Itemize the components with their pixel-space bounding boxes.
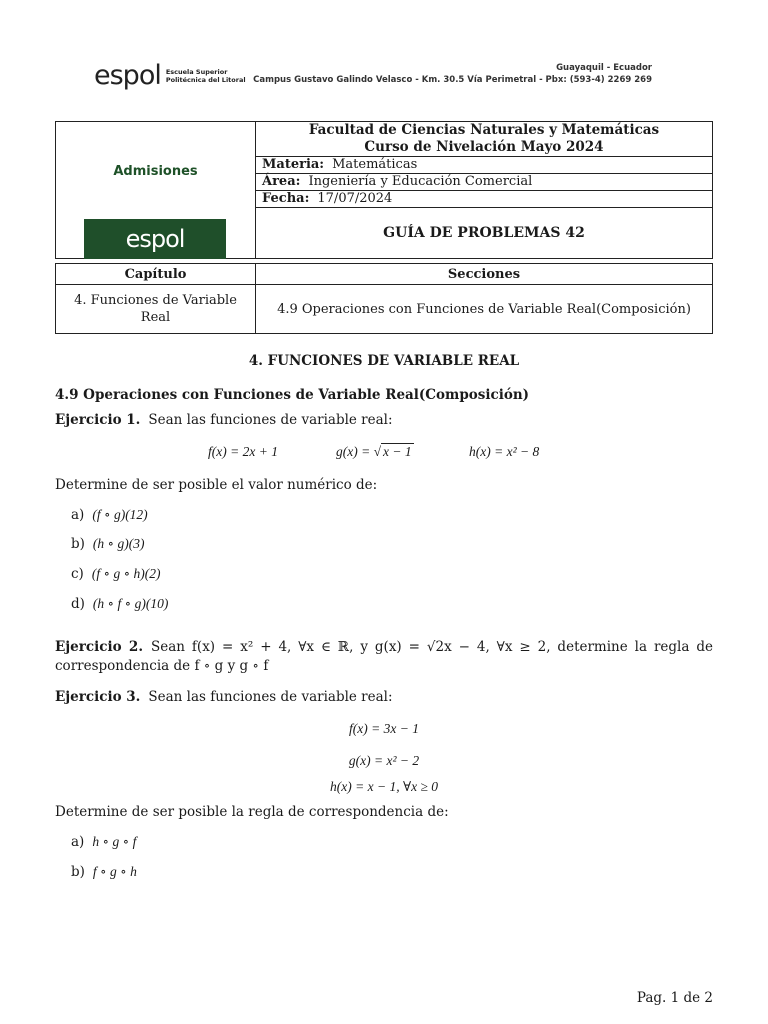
item-expr: (f ∘ g ∘ h)(2)	[91, 566, 161, 581]
admisiones-label: Admisiones	[113, 164, 198, 179]
item-label: a)	[71, 507, 85, 523]
exercise-3-intro	[55, 689, 393, 705]
exercise-2-label: Ejercicio 2.	[55, 639, 144, 655]
city-line: Guayaquil - Ecuador	[556, 63, 652, 73]
item-label: b)	[71, 864, 85, 880]
chapter-header: Capítulo	[56, 264, 256, 285]
ej1-g-radicand: x − 1	[383, 444, 412, 459]
page-number: Pag. 1 de 2	[636, 990, 713, 1006]
item-label: a)	[71, 834, 85, 850]
ej1-item-c	[71, 566, 161, 582]
section-cell: 4.9 Operaciones con Funciones de Variable Real(Composición)	[256, 285, 713, 334]
admisiones-cell	[56, 122, 256, 259]
item-label: b)	[71, 536, 85, 552]
ej1-g-pre: g(x) = √	[336, 444, 382, 459]
ej1-g-formula	[336, 444, 414, 460]
exercise-3-label: Ejercicio 3.	[55, 689, 141, 705]
ej1-item-d	[71, 596, 168, 612]
fecha-row	[256, 191, 713, 208]
course-name: Curso de Nivelación Mayo 2024	[364, 139, 604, 155]
chapter-line2: Real	[140, 310, 171, 325]
item-expr: h ∘ g ∘ f	[92, 834, 137, 849]
faculty-course-cell	[256, 122, 713, 157]
materia-row	[256, 157, 713, 174]
ej1-h-formula: h(x) = x² − 8	[469, 444, 540, 459]
fecha-value: 17/07/2024	[317, 191, 393, 206]
item-expr: (h ∘ g)(3)	[92, 536, 145, 551]
logo-subtitle-line1: Escuela Superior	[165, 67, 228, 76]
ej3-h-formula: h(x) = x − 1, ∀x ≥ 0	[330, 779, 438, 794]
ej3-item-a	[71, 834, 136, 850]
exercise-2-text: Sean f(x) = x² + 4, ∀x ∈ ℝ, y g(x) = √2x − 4, ∀x ≥ 2, determine la regla de correspondencia de f ∘ g y g ∘ f	[55, 639, 713, 674]
exercise-3-text: Sean las funciones de variable real:	[148, 689, 393, 705]
campus-line: Campus Gustavo Galindo Velasco - Km. 30.5 Vía Perimetral - Pbx: (593-4) 2269 269	[253, 75, 652, 85]
area-value: Ingeniería y Educación Comercial	[308, 174, 533, 189]
item-expr: (f ∘ g)(12)	[92, 507, 148, 522]
ej3-g-formula: g(x) = x² − 2	[348, 753, 420, 768]
sections-table	[55, 263, 713, 334]
item-label: c)	[71, 566, 84, 582]
campus-address	[253, 62, 652, 86]
area-label: Área:	[262, 174, 301, 189]
materia-label: Materia:	[262, 157, 325, 172]
chapter-cell	[56, 285, 256, 334]
fecha-label: Fecha:	[262, 191, 310, 206]
section-title: 4.9 Operaciones con Funciones de Variable Real(Composición)	[55, 387, 530, 403]
logo-subtitle-line2: Politécnica del Litoral	[165, 75, 246, 84]
exercise-1-label: Ejercicio 1.	[55, 412, 141, 428]
sections-header: Secciones	[256, 264, 713, 285]
ej1-prompt: Determine de ser posible el valor numérico de:	[55, 477, 378, 493]
exercise-1-text: Sean las funciones de variable real:	[148, 412, 393, 428]
ej1-f-formula: f(x) = 2x + 1	[208, 444, 278, 459]
item-label: d)	[71, 596, 85, 612]
main-title: 4. FUNCIONES DE VARIABLE REAL	[248, 353, 520, 369]
logo-subtitle	[166, 68, 246, 84]
area-row	[256, 174, 713, 191]
item-expr: f ∘ g ∘ h	[92, 864, 137, 879]
chapter-line1: 4. Funciones de Variable	[74, 293, 237, 308]
ej1-item-a	[71, 507, 148, 523]
espol-green-logo	[84, 219, 226, 259]
faculty-name: Facultad de Ciencias Naturales y Matemáticas	[308, 122, 660, 138]
ej3-item-b	[71, 864, 137, 880]
item-expr: (h ∘ f ∘ g)(10)	[92, 596, 169, 611]
ej3-prompt: Determine de ser posible la regla de correspondencia de:	[55, 804, 449, 820]
exercise-1-intro	[55, 412, 393, 428]
ej1-item-b	[71, 536, 145, 552]
ej3-f-formula: f(x) = 3x − 1	[349, 721, 419, 736]
logo-word: espol	[94, 60, 161, 91]
espol-logo	[94, 60, 246, 91]
green-logo-text: espol	[125, 225, 185, 253]
info-table	[55, 121, 713, 259]
materia-value: Matemáticas	[332, 157, 418, 172]
exercise-2	[55, 638, 713, 676]
guia-title: GUÍA DE PROBLEMAS 42	[256, 208, 713, 259]
